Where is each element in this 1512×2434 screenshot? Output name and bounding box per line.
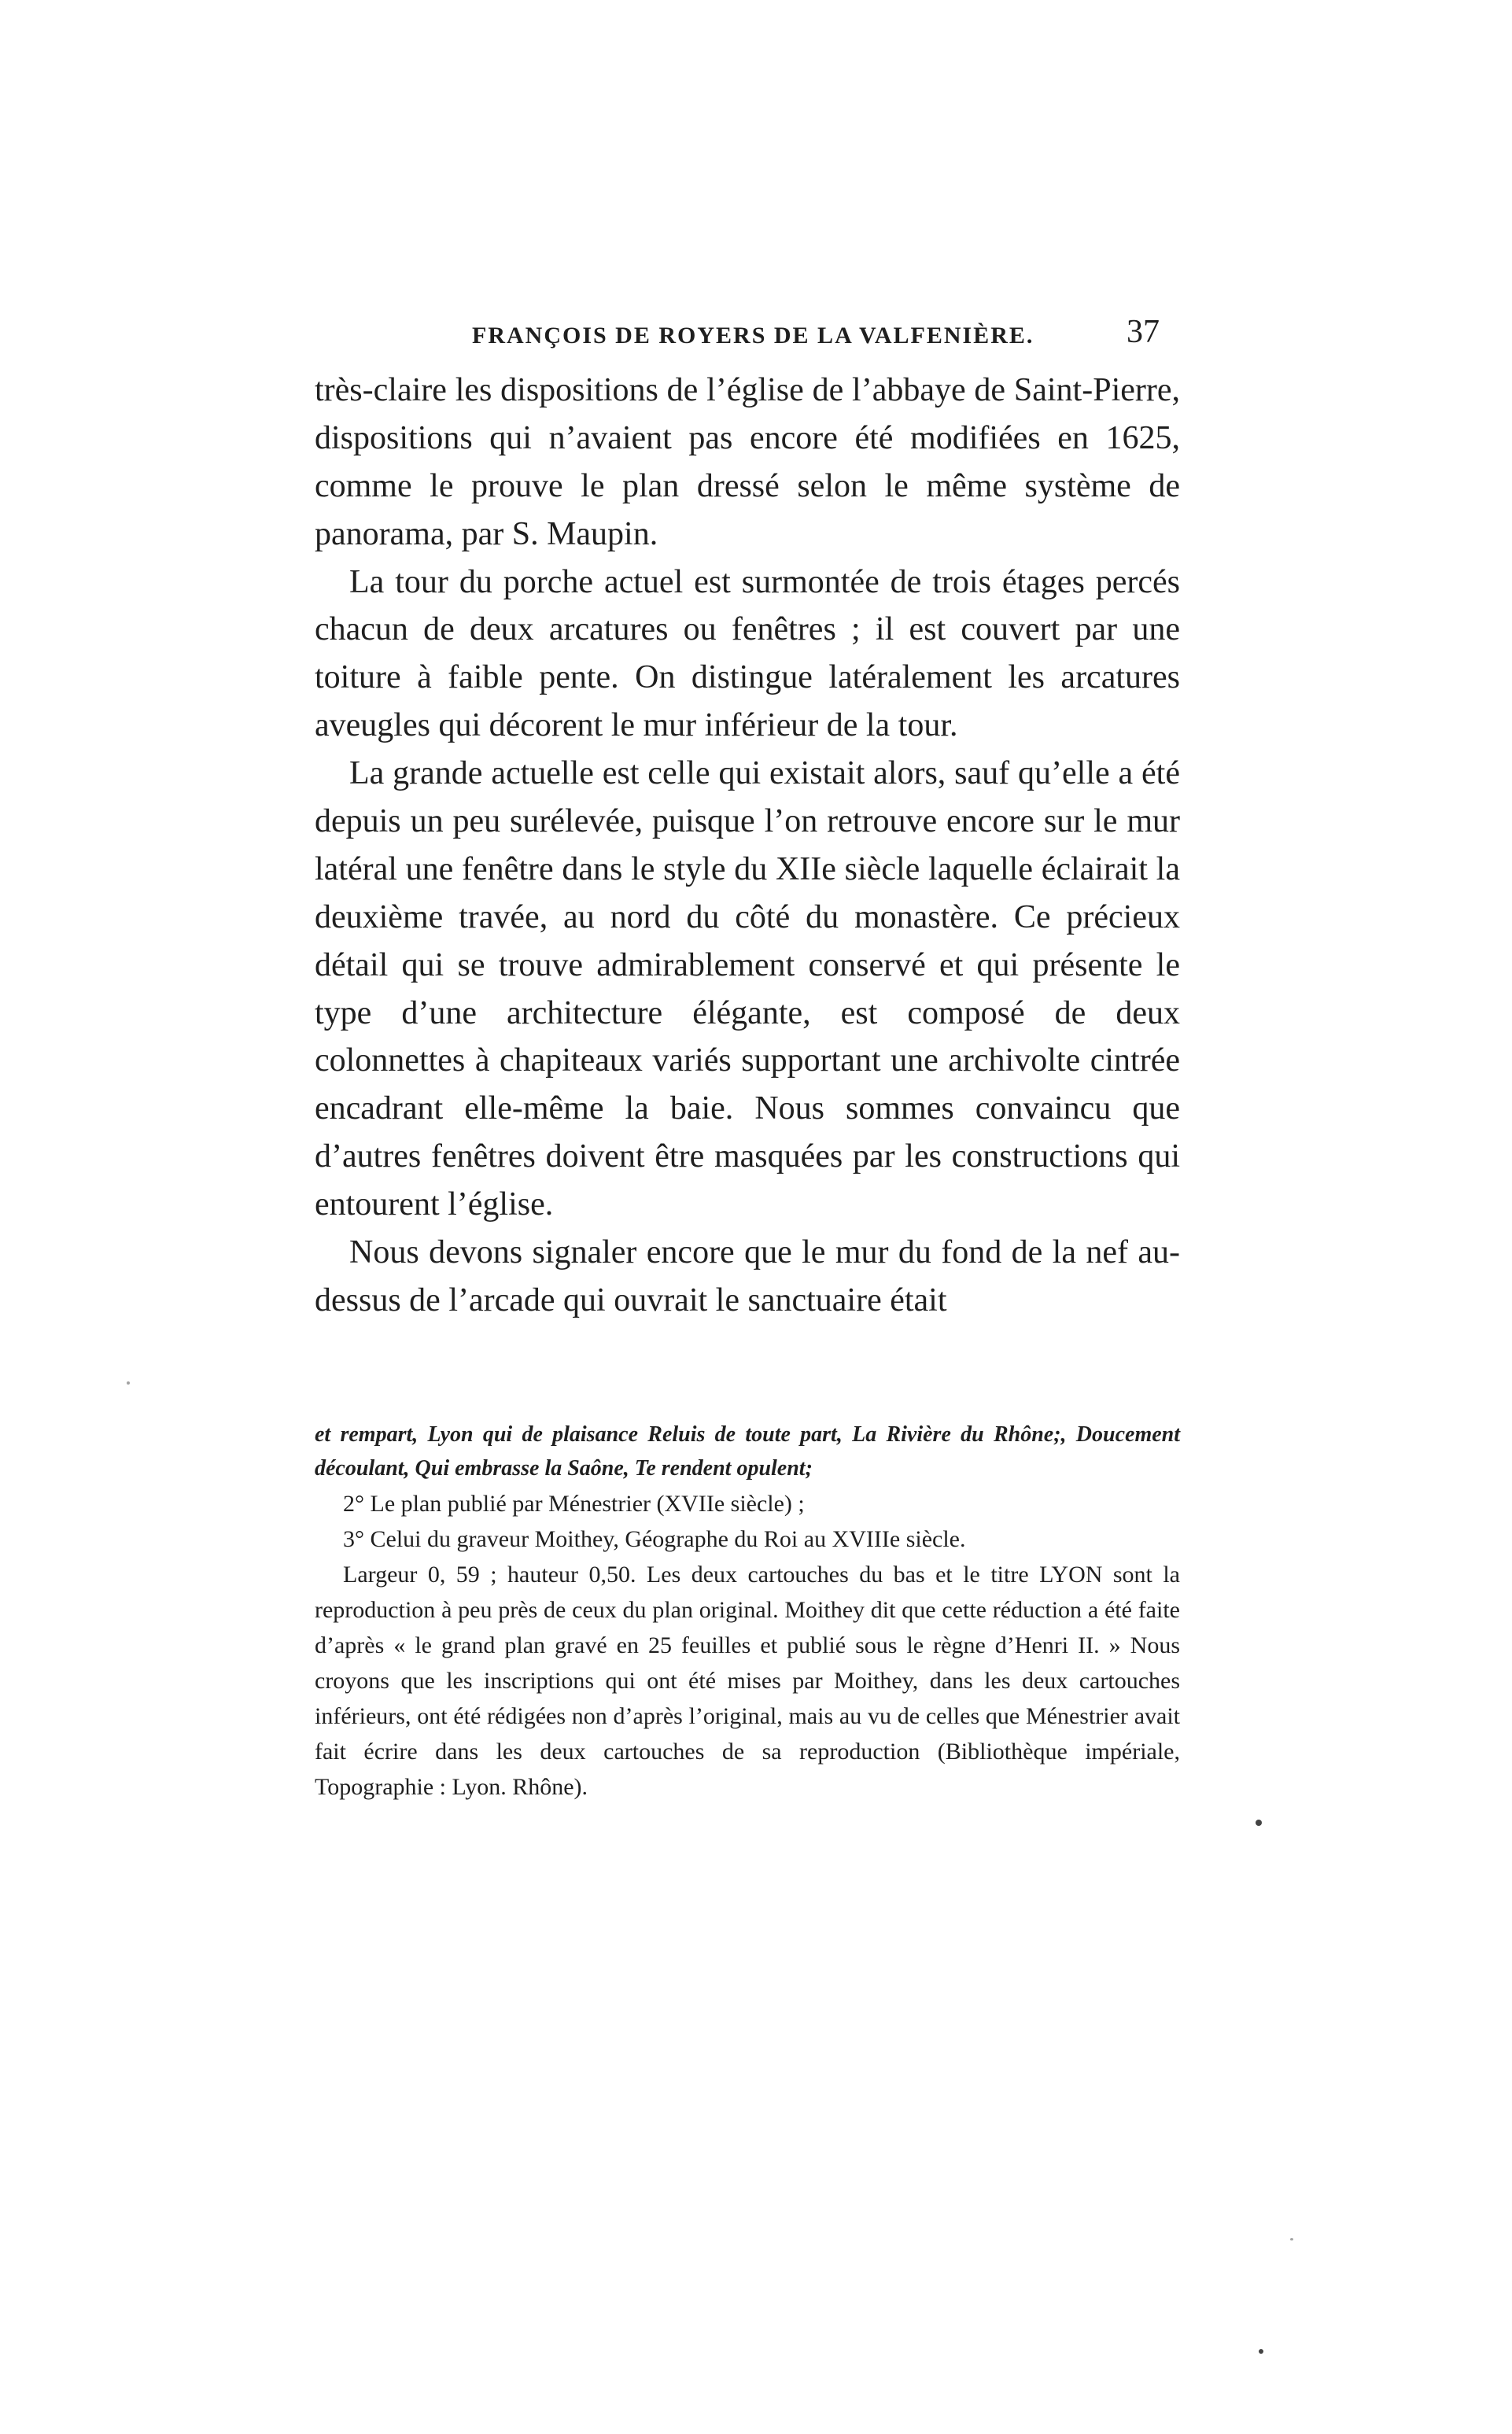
ink-speck [1259,2349,1263,2354]
ink-speck [1290,2238,1293,2240]
footnote-item: 2° Le plan publié par Ménestrier (XVIIe siècle) ; [343,1490,805,1517]
paragraph: La tour du porche actuel est surmontée de trois étages percés chacun de deux arcatures ou fenêtres ; il est couvert par une toiture à faible pente. On distingue latéralement les arcatures aveugles qui décorent le mur inférieur de la tour. [315,563,1180,744]
footnote-item: Largeur 0, 59 ; hauteur 0,50. Les deux cartouches du bas et le titre LYON sont la reproduction à peu près de ceux du plan original. Moithey dit que cette réduction a été faite d’après « le grand plan gravé en 25 feuilles et publié sous le règne d’Henri II. » Nous croyons que les inscriptions qui ont été mises par Moithey, dans les deux cartouches inférieurs, ont été rédigées non d’après l’original, mais au vu de celles que Ménestrier avait fait écrire dans les deux cartouches de sa reproduction (Bibliothèque impériale, Topographie : Lyon. Rhône). [315,1561,1180,1800]
footnote-verse: et rempart, Lyon qui de plaisance Reluis de toute part, La Rivière du Rhône;, Doucement découlant, Qui embrasse la Saône, Te rendent opulent; [315,1422,1180,1481]
page-number: 37 [1127,314,1160,350]
paragraph: La grande actuelle est celle qui existait alors, sauf qu’elle a été depuis un peu surélevée, puisque l’on retrouve encore sur le mur latéral une fenêtre dans le style du XIIe siècle laquelle éclairait la deuxième travée, au nord du côté du monastère. Ce précieux détail qui se trouve admirablement conservé et qui présente le type d’une architecture élégante, est composé de deux colonnettes à chapiteaux variés supportant une archivolte cintrée encadrant elle-même la baie. Nous sommes convaincu que d’autres fenêtres doivent être masquées par les constructions qui entourent l’église. [315,755,1180,1223]
running-header: FRANÇOIS DE ROYERS DE LA VALFENIÈRE. [472,323,1034,349]
ink-speck [127,1381,130,1385]
footnote-item: 3° Celui du graveur Moithey, Géographe du Roi au XVIIIe siècle. [343,1525,966,1552]
ink-speck [1256,1820,1262,1826]
paragraph: Nous devons signaler encore que le mur du fond de la nef au-dessus de l’arcade qui ouvrait le sanctuaire était [315,1234,1180,1318]
footnotes [315,1418,1180,1805]
paragraph: très-claire les dispositions de l’église de l’abbaye de Saint-Pierre, dispositions qui n’avaient pas encore été modifiées en 1625, comme le prouve le plan dressé selon le même système de panorama, par S. Maupin. [315,372,1180,552]
main-text [315,367,1180,1325]
